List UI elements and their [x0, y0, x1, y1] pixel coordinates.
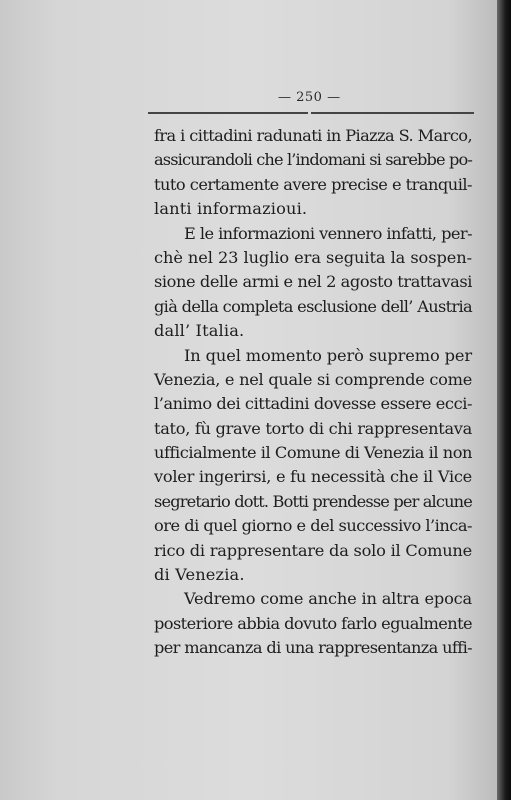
paragraph [154, 587, 472, 660]
text-line: Venezia, e nel quale si comprende come [154, 369, 472, 389]
header-rule-gap [308, 111, 311, 115]
text-line: ore di quel giorno e del successivo l’inca- [154, 516, 472, 536]
text-line: In quel momento però supremo per [184, 345, 472, 365]
text-line: l’animo dei cittadini dovesse essere ecci- [154, 394, 472, 414]
paragraph [154, 344, 472, 588]
book-spine-shadow [497, 0, 511, 800]
text-line: voler ingerirsi, e fu necessità che il Vice [154, 467, 472, 487]
text-line: sione delle armi e nel 2 agosto trattavasi [154, 272, 472, 292]
page-number: — 250 — [278, 90, 341, 105]
page-header [148, 90, 474, 116]
text-line: lanti informazioui. [154, 199, 308, 219]
text-line: E le informazioni vennero infatti, per- [184, 223, 472, 243]
text-line: chè nel 23 luglio era seguita la sospen- [154, 247, 472, 267]
text-line: ufficialmente il Comune di Venezia il non [154, 443, 472, 463]
body-text [154, 124, 472, 661]
text-line: fra i cittadini radunati in Piazza S. Marco, [154, 126, 473, 145]
text-line: segretario dott. Botti prendesse per alcune [154, 491, 472, 511]
text-line: per mancanza di una rappresentanza uffi- [154, 638, 472, 658]
text-line: già della completa esclusione dell’ Austria [154, 296, 472, 316]
header-rule [148, 112, 474, 114]
paragraph [154, 124, 472, 222]
text-line: dall’ Italia. [154, 321, 245, 341]
paragraph [154, 222, 472, 344]
text-line: di Venezia. [154, 565, 245, 585]
text-line: posteriore abbia dovuto farlo egualmente [154, 613, 472, 633]
text-line: rico di rappresentare da solo il Comune [154, 540, 472, 560]
text-line: assicurandoli che l’indomani si sarebbe po- [154, 150, 472, 170]
text-line: tuto certamente avere precise e tranquil- [154, 174, 472, 194]
text-line: tato, fù grave torto di chi rappresentava [154, 418, 472, 438]
text-line: Vedremo come anche in altra epoca [184, 589, 472, 609]
